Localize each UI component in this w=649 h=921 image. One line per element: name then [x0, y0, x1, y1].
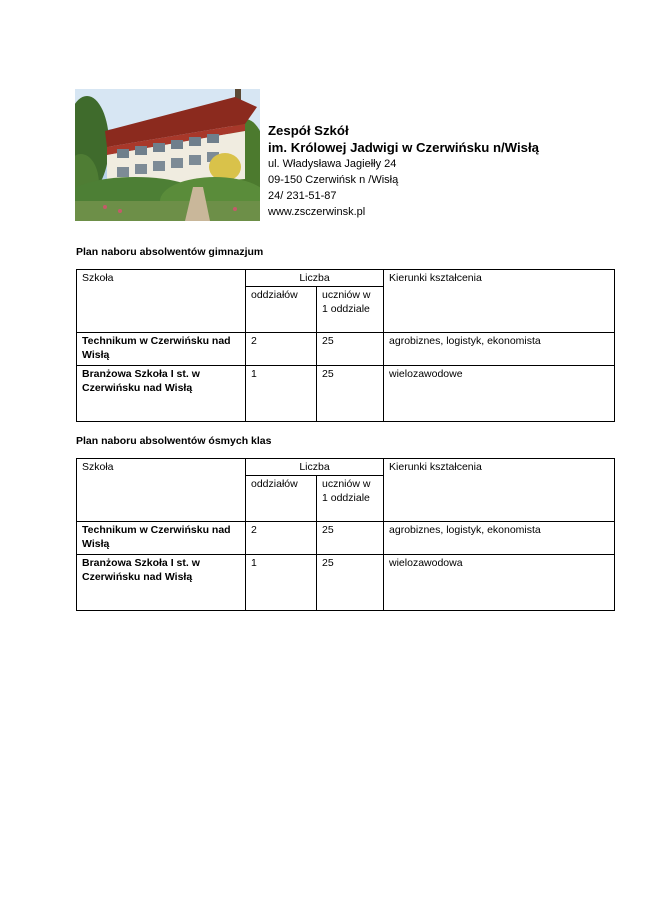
col-count-header: Liczba: [246, 270, 384, 287]
students-cell: 25: [317, 366, 384, 422]
school-cell: Technikum w Czerwińsku nad Wisłą: [77, 333, 246, 366]
table-row: [77, 366, 615, 422]
students-cell: 25: [317, 522, 384, 555]
section-title-osmych-klas: Plan naboru absolwentów ósmych klas: [76, 435, 272, 447]
directions-cell: wielozawodowe: [384, 366, 615, 422]
col-directions-header: Kierunki kształcenia: [384, 270, 615, 333]
table-row: [77, 522, 615, 555]
section-title-gimnazjum: Plan naboru absolwentów gimnazjum: [76, 246, 264, 258]
col-school-header: Szkoła: [77, 270, 246, 333]
table-row: [77, 333, 615, 366]
school-website: www.zsczerwinsk.pl: [268, 206, 366, 218]
branches-cell: 2: [246, 522, 317, 555]
directions-cell: agrobiznes, logistyk, ekonomista: [384, 522, 615, 555]
col-students-header: uczniów w 1 oddziale: [317, 476, 384, 522]
table-row: [77, 555, 615, 611]
school-cell: Branżowa Szkoła I st. w Czerwińsku nad Wisłą: [77, 555, 246, 611]
col-count-header: Liczba: [246, 459, 384, 476]
school-phone: 24/ 231-51-87: [268, 190, 337, 202]
col-school-header: Szkoła: [77, 459, 246, 522]
school-cell: Branżowa Szkoła I st. w Czerwińsku nad Wisłą: [77, 366, 246, 422]
directions-cell: agrobiznes, logistyk, ekonomista: [384, 333, 615, 366]
branches-cell: 1: [246, 555, 317, 611]
students-cell: 25: [317, 333, 384, 366]
school-name: Zespół Szkół: [268, 123, 349, 138]
admission-table-osmych-klas: [76, 458, 615, 611]
school-building-photo: [75, 89, 260, 221]
branches-cell: 2: [246, 333, 317, 366]
school-patron: im. Królowej Jadwigi w Czerwińsku n/Wisłą: [268, 140, 540, 155]
students-cell: 25: [317, 555, 384, 611]
col-branches-header: oddziałów: [246, 287, 317, 333]
col-directions-header: Kierunki kształcenia: [384, 459, 615, 522]
col-branches-header: oddziałów: [246, 476, 317, 522]
admission-table-gimnazjum: [76, 269, 615, 422]
directions-cell: wielozawodowa: [384, 555, 615, 611]
school-address: ul. Władysława Jagiełły 24: [268, 158, 397, 170]
school-header: [268, 122, 539, 220]
branches-cell: 1: [246, 366, 317, 422]
col-students-header: uczniów w 1 oddziale: [317, 287, 384, 333]
table-header-row: [77, 270, 615, 287]
table-header-row: [77, 459, 615, 476]
school-cell: Technikum w Czerwińsku nad Wisłą: [77, 522, 246, 555]
school-postal: 09-150 Czerwińsk n /Wisłą: [268, 174, 399, 186]
